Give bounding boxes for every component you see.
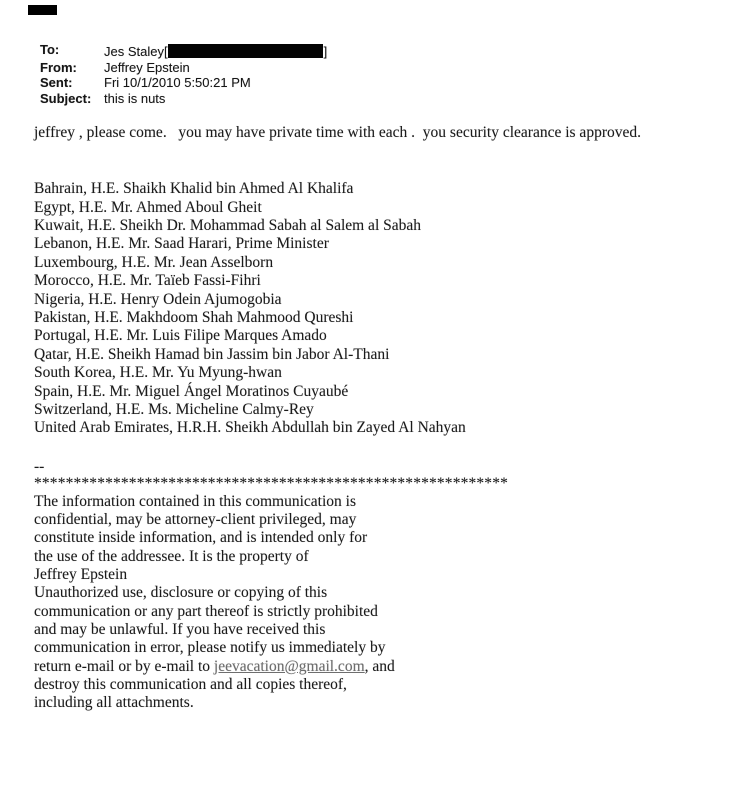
to-label: To: xyxy=(40,42,60,57)
attendee-line: Pakistan, H.E. Makhdoom Shah Mahmood Qureshi xyxy=(34,309,354,327)
signature-line: destroy this communication and all copies thereof, xyxy=(34,675,347,693)
attendee-line: Bahrain, H.E. Shaikh Khalid bin Ahmed Al Khalifa xyxy=(34,180,354,198)
attendee-line: United Arab Emirates, H.R.H. Sheikh Abdullah bin Zayed Al Nahyan xyxy=(34,419,466,437)
attendee-line: Lebanon, H.E. Mr. Saad Harari, Prime Minister xyxy=(34,235,329,253)
signature-line: communication or any part thereof is strictly prohibited xyxy=(34,602,378,620)
attendee-line: Qatar, H.E. Sheikh Hamad bin Jassim bin Jabor Al-Thani xyxy=(34,345,390,363)
signature-lines-before xyxy=(34,493,694,658)
to-value-prefix: Jes Staley[ xyxy=(104,44,168,59)
attendee-list xyxy=(34,180,694,438)
signature-line: the use of the addressee. It is the property of xyxy=(34,547,309,565)
signature-line: and may be unlawful. If you have received this xyxy=(34,620,326,638)
from-label: From: xyxy=(40,59,77,75)
attendee-line: Morocco, H.E. Mr. Taïeb Fassi-Fihri xyxy=(34,272,261,290)
signature-asterisk-line: ************************************************************ xyxy=(34,474,508,492)
signature-line: including all attachments. xyxy=(34,694,194,712)
email-body-intro: jeffrey , please come. you may have private time with each . you security clearance is approved. xyxy=(34,124,641,142)
signature-link-prefix: return e-mail or by e-mail to xyxy=(34,657,214,675)
signature-lines-after xyxy=(34,676,694,713)
email-link[interactable]: jeevacation@gmail.com xyxy=(213,657,365,675)
redaction-bar xyxy=(168,44,323,58)
signature-line: constitute inside information, and is intended only for xyxy=(34,529,368,547)
signature-line: The information contained in this communication is xyxy=(34,492,356,510)
signature-block xyxy=(34,458,694,713)
header-row-from xyxy=(40,60,694,76)
attendee-line: Portugal, H.E. Mr. Luis Filipe Marques Amado xyxy=(34,327,327,345)
sent-label: Sent: xyxy=(40,75,73,91)
sent-value: Fri 10/1/2010 5:50:21 PM xyxy=(104,75,251,91)
signature-separator: -- xyxy=(34,457,45,475)
confidentiality-notice xyxy=(34,493,694,713)
to-value xyxy=(104,42,694,60)
attendee-line: Nigeria, H.E. Henry Odein Ajumogobia xyxy=(34,290,282,308)
header-row-subject xyxy=(40,91,694,107)
signature-line: Unauthorized use, disclosure or copying of this xyxy=(34,584,328,602)
from-value: Jeffrey Epstein xyxy=(104,59,190,75)
email-header xyxy=(40,42,694,106)
redaction-mark-top-left xyxy=(28,5,57,15)
email-content xyxy=(34,42,694,712)
header-row-to xyxy=(40,42,694,60)
attendee-line: South Korea, H.E. Mr. Yu Myung-hwan xyxy=(34,364,282,382)
attendee-line: Luxembourg, H.E. Mr. Jean Asselborn xyxy=(34,253,274,271)
to-value-suffix: ] xyxy=(323,44,328,59)
signature-line: Jeffrey Epstein xyxy=(34,566,128,584)
subject-label: Subject: xyxy=(40,90,92,106)
header-row-sent xyxy=(40,75,694,91)
attendee-line: Switzerland, H.E. Ms. Micheline Calmy-Rey xyxy=(34,401,314,419)
signature-line: confidential, may be attorney-client privileged, may xyxy=(34,511,357,529)
signature-link-line xyxy=(34,658,694,676)
attendee-line: Kuwait, H.E. Sheikh Dr. Mohammad Sabah al Salem al Sabah xyxy=(34,216,422,234)
signature-line: communication in error, please notify us immediately by xyxy=(34,639,386,657)
attendee-line: Egypt, H.E. Mr. Ahmed Aboul Gheit xyxy=(34,198,262,216)
subject-value: this is nuts xyxy=(104,90,166,106)
attendee-line: Spain, H.E. Mr. Miguel Ángel Moratinos Cuyaubé xyxy=(34,382,349,400)
signature-link-suffix: , and xyxy=(364,657,395,675)
